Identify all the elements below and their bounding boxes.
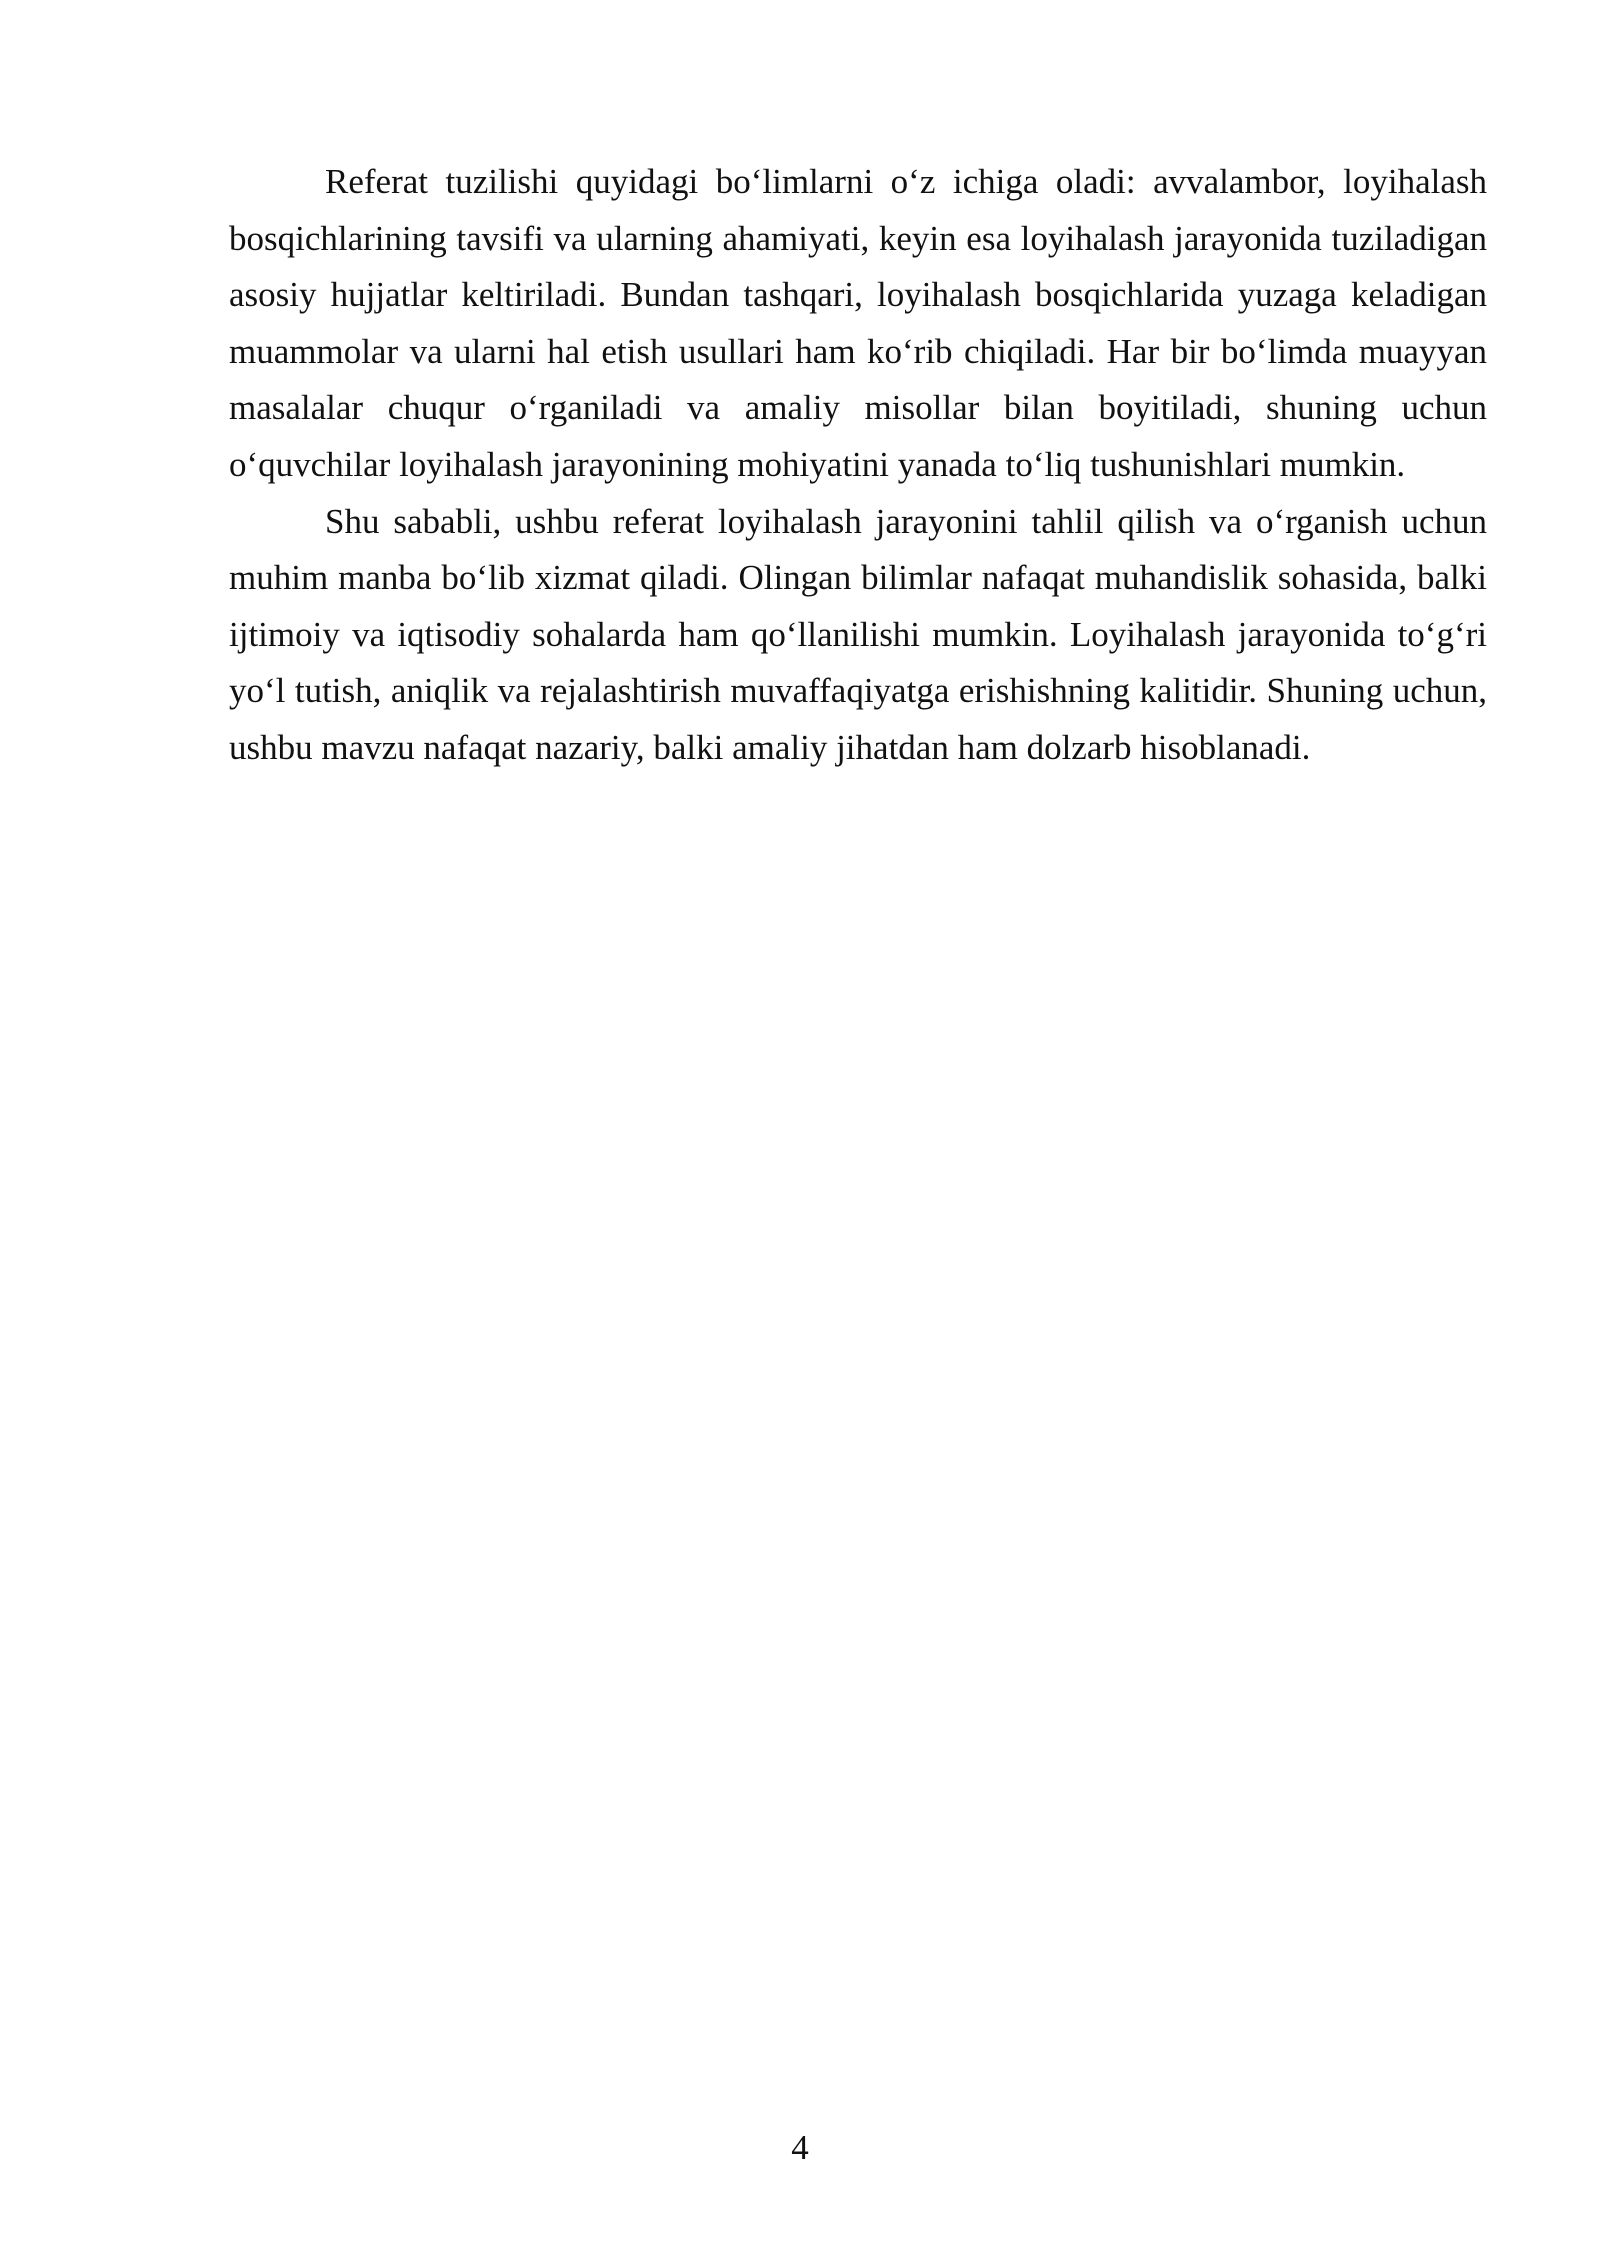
paragraph-2: Shu sababli, ushbu referat loyihalash jarayonini tahlil qilish va o‘rganish uchun muhim manba bo‘lib xizmat qiladi. Olingan bilimlar nafaqat muhandislik sohasida, balki ijtimoiy va iqtisodiy sohalarda ham qo‘llanilishi mumkin. Loyihalash jarayonida to‘g‘ri yo‘l tutish, aniqlik va rejalashtirish muvaffaqiyatga erishishning kalitidir. Shuning uchun, ushbu mavzu nafaqat nazariy, balki amaliy jihatdan ham dolzarb hisoblanadi.	[229, 501, 1487, 767]
paragraph-1: Referat tuzilishi quyidagi bo‘limlarni o‘z ichiga oladi: avvalambor, loyihalash bosqichlarining tavsifi va ularning ahamiyati, keyin esa loyihalash jarayonida tuziladigan asosiy hujjatlar keltiriladi. Bundan tashqari, loyihalash bosqichlarida yuzaga keladigan muammolar va ularni hal etish usullari ham ko‘rib chiqiladi. Har bir bo‘limda muayyan masalalar chuqur o‘rganiladi va amaliy misollar bilan boyitiladi, shuning uchun o‘quvchilar loyihalash jarayonining mohiyatini yanada to‘liq tushunishlari mumkin.	[229, 162, 1487, 484]
body-text	[229, 154, 1487, 777]
page-number: 4	[791, 2128, 809, 2167]
